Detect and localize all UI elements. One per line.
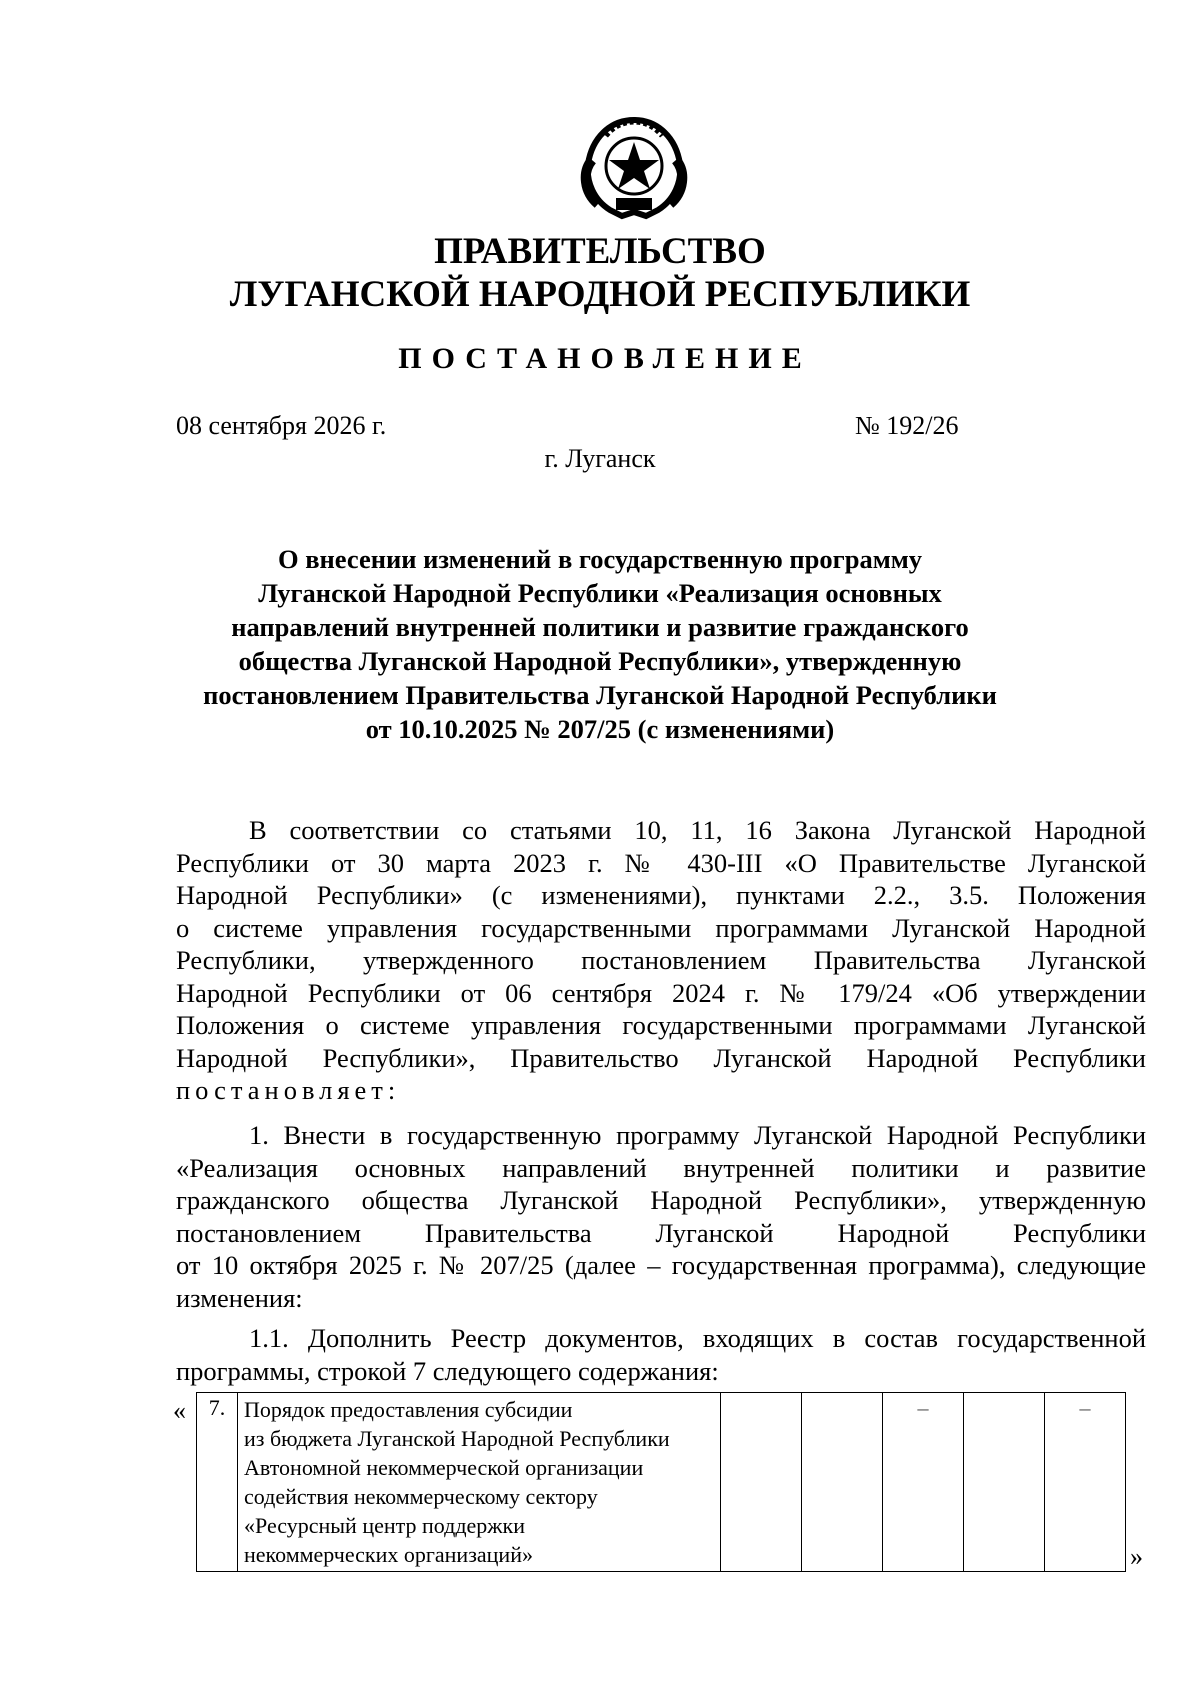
body-line: Народной Республики от 06 сентября 2024 г. № 179/24 «Об утверждении [176, 977, 1146, 1008]
document-number: № 192/26 [855, 411, 959, 440]
body-line: Республики от 30 марта 2023 г. № 430-III «О Правительстве Луганской [176, 847, 1146, 878]
body-line: Народной Республики» (с изменениями), пунктами 2.2., 3.5. Положения [176, 880, 1146, 910]
table-quote-open: « [173, 1396, 186, 1425]
cell-line: некоммерческих организаций» [244, 1542, 533, 1567]
table-quote-close: » [1130, 1542, 1143, 1571]
cell-line: Автономной некоммерческой организации [244, 1455, 644, 1480]
heading-line: Луганской Народной Республики «Реализация основных [258, 578, 942, 608]
body-line: от 10 октября 2025 г. № 207/25 (далее – государственная программа), следующие [176, 1250, 1146, 1280]
cell-line: Порядок предоставления субсидии [244, 1397, 573, 1422]
item-1-paragraph [176, 1119, 1146, 1314]
coat-of-arms-icon [570, 112, 698, 220]
body-line: «Реализация основных направлений внутренней политики и развитие [176, 1152, 1146, 1183]
item-1-1-paragraph [176, 1322, 1146, 1387]
heading-line: О внесении изменений в государственную программу [277, 544, 923, 574]
body-line: постановлением Правительства Луганской Народной Республики [176, 1217, 1146, 1248]
body-line: 1.1. Дополнить Реестр документов, входящих в состав государственной [249, 1323, 1146, 1353]
preamble-paragraph [176, 814, 1146, 1107]
government-title-line1: ПРАВИТЕЛЬСТВО [434, 231, 766, 272]
document-heading [200, 542, 1000, 746]
cell-line: содействия некоммерческому сектору [244, 1484, 598, 1509]
document-name-cell [238, 1393, 721, 1572]
dash-cell: – [1045, 1393, 1126, 1572]
document-date: 08 сентября 2026 г. [176, 411, 387, 440]
body-line: о системе управления государственными программами Луганской Народной [176, 912, 1146, 943]
empty-cell [721, 1393, 802, 1572]
government-title-line2: ЛУГАНСКОЙ НАРОДНОЙ РЕСПУБЛИКИ [229, 274, 971, 315]
heading-line: общества Луганской Народной Республики», утвержденную [238, 646, 962, 676]
row-number-cell: 7. [197, 1393, 238, 1572]
body-line: изменения: [176, 1282, 303, 1313]
heading-line: от 10.10.2025 № 207/25 (с изменениями) [365, 714, 835, 744]
registry-table [196, 1392, 1126, 1572]
body-line: гражданского общества Луганской Народной Республики», утвержденную [176, 1185, 1146, 1215]
decree-word: постановляет: [176, 1075, 401, 1105]
body-line: Республики, утвержденного постановлением Правительства Луганской [176, 945, 1146, 975]
table-row [197, 1393, 1126, 1572]
document-city: г. Луганск [544, 444, 656, 473]
dash-cell: – [883, 1393, 964, 1572]
document-type: ПОСТАНОВЛЕНИЕ [398, 342, 812, 375]
empty-cell [964, 1393, 1045, 1572]
body-line: Народной Республики», Правительство Луганской Народной Республики [176, 1042, 1146, 1073]
body-line: В соответствии со статьями 10, 11, 16 Закона Луганской Народной [249, 815, 1146, 845]
body-line: Положения о системе управления государственными программами Луганской [176, 1010, 1146, 1040]
cell-line: из бюджета Луганской Народной Республики [244, 1426, 670, 1451]
heading-line: постановлением Правительства Луганской Народной Республики [203, 680, 997, 710]
heading-line: направлений внутренней политики и развитие гражданского [231, 612, 969, 642]
empty-cell [802, 1393, 883, 1572]
body-line: программы, строкой 7 следующего содержания: [176, 1355, 719, 1386]
cell-line: «Ресурсный центр поддержки [244, 1513, 525, 1538]
body-line: 1. Внести в государственную программу Луганской Народной Республики [249, 1120, 1146, 1150]
